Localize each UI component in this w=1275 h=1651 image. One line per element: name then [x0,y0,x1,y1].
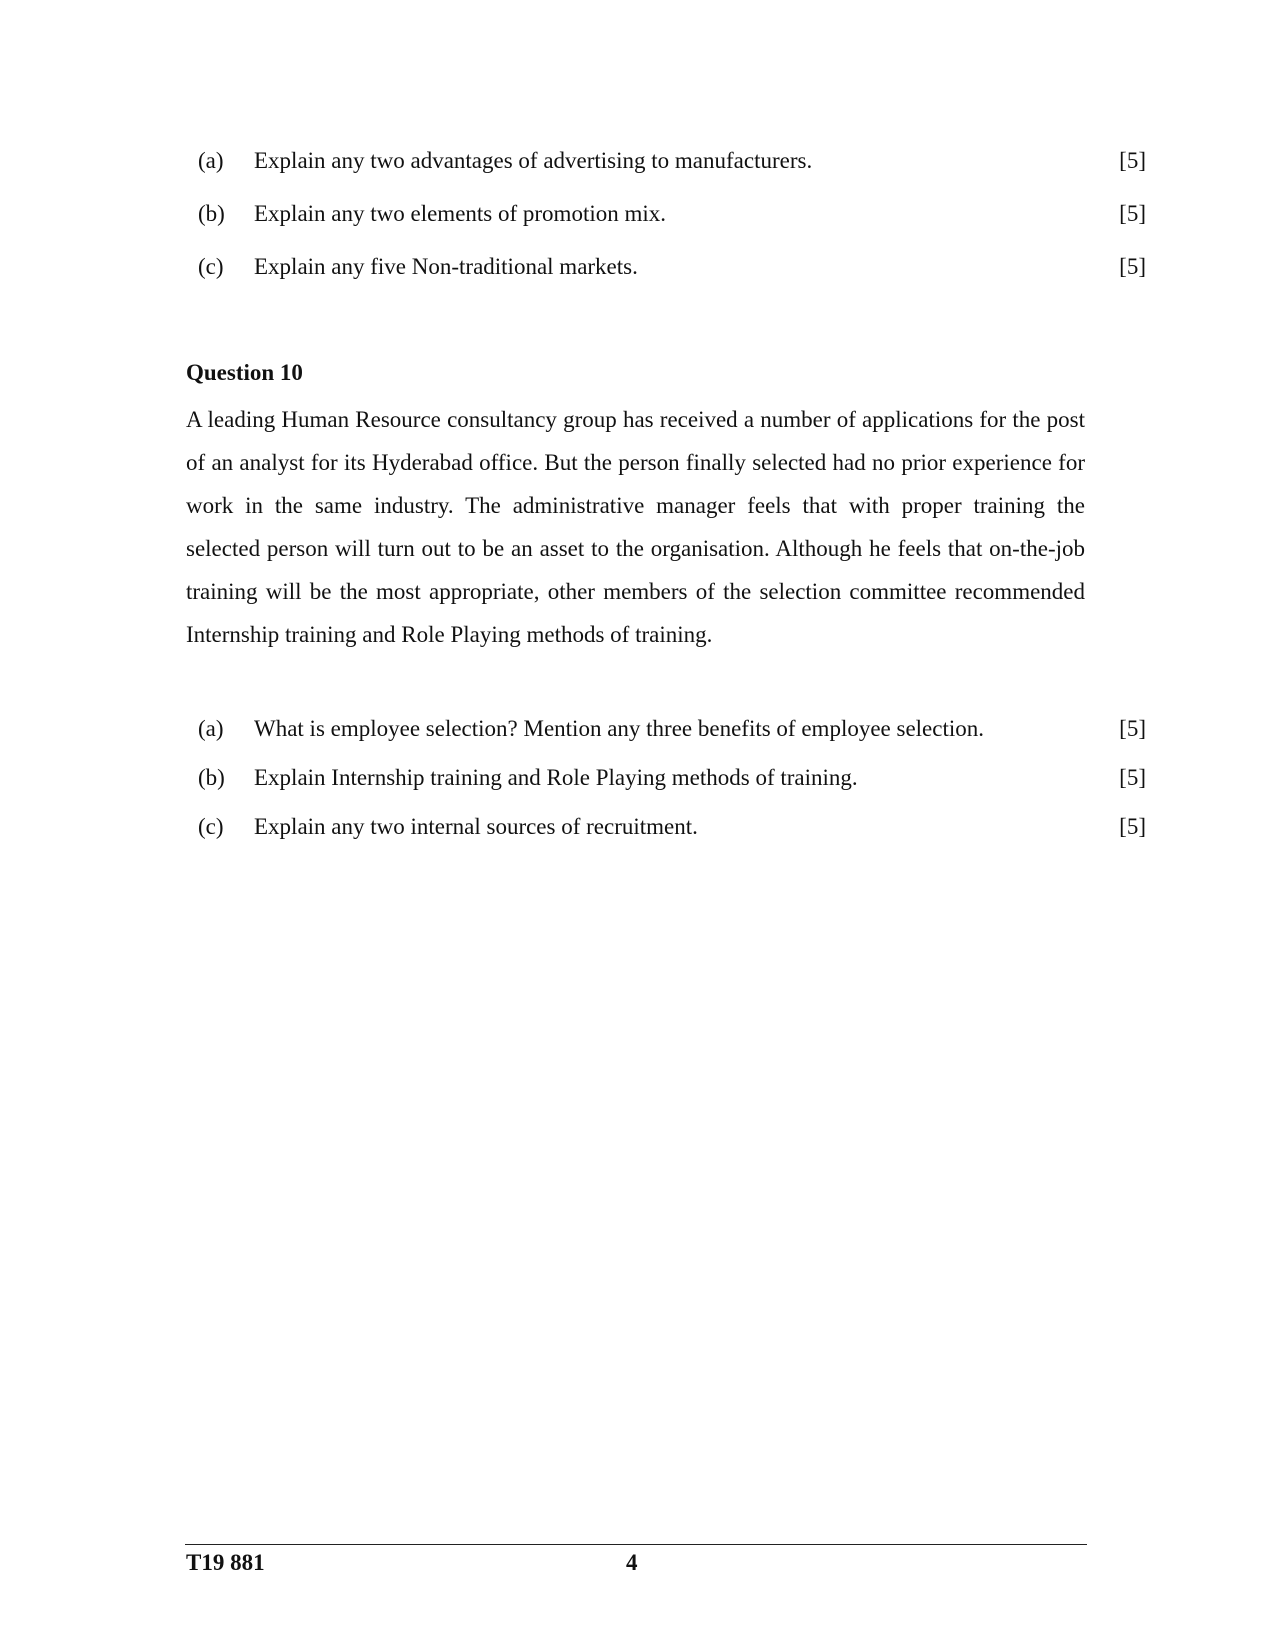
part-marks: [5] [1119,814,1146,839]
prev-question-part-b [186,197,1146,231]
question10-part-c [186,810,1146,844]
part-text: What is employee selection? Mention any three benefits of employee selection. [254,716,984,741]
page-number: 4 [626,1550,638,1575]
part-label: (c) [198,814,224,839]
part-marks: [5] [1119,254,1146,279]
question10-part-a [186,712,1146,746]
prev-question-part-a [186,144,1146,178]
paper-code: T19 881 [186,1550,265,1575]
question-heading: Question 10 [186,360,303,385]
part-marks: [5] [1119,201,1146,226]
part-marks: [5] [1119,716,1146,741]
part-label: (c) [198,254,224,279]
part-text: Explain any five Non-traditional markets. [254,254,638,279]
prev-question-part-c [186,250,1146,284]
footer-divider [185,1544,1087,1545]
part-text: Explain any two advantages of advertising to manufacturers. [254,148,813,173]
part-marks: [5] [1119,148,1146,173]
part-marks: [5] [1119,765,1146,790]
part-label: (b) [198,765,225,790]
part-text: Explain any two internal sources of recruitment. [254,814,698,839]
question10-part-b [186,761,1146,795]
part-text: Explain Internship training and Role Playing methods of training. [254,765,858,790]
part-label: (a) [198,716,224,741]
part-label: (b) [198,201,225,226]
question-passage: A leading Human Resource consultancy group has received a number of applications for the post of an analyst for its Hyderabad office. But the person finally selected had no prior experience for work in the same industry. The administrative manager feels that with proper training the selected person will turn out to be an asset to the organisation. Although he feels that on-the-job training will be the most appropriate, other members of the selection committee recommended Internship training and Role Playing methods of training. [186,407,1085,647]
part-label: (a) [198,148,224,173]
part-text: Explain any two elements of promotion mix. [254,201,667,226]
